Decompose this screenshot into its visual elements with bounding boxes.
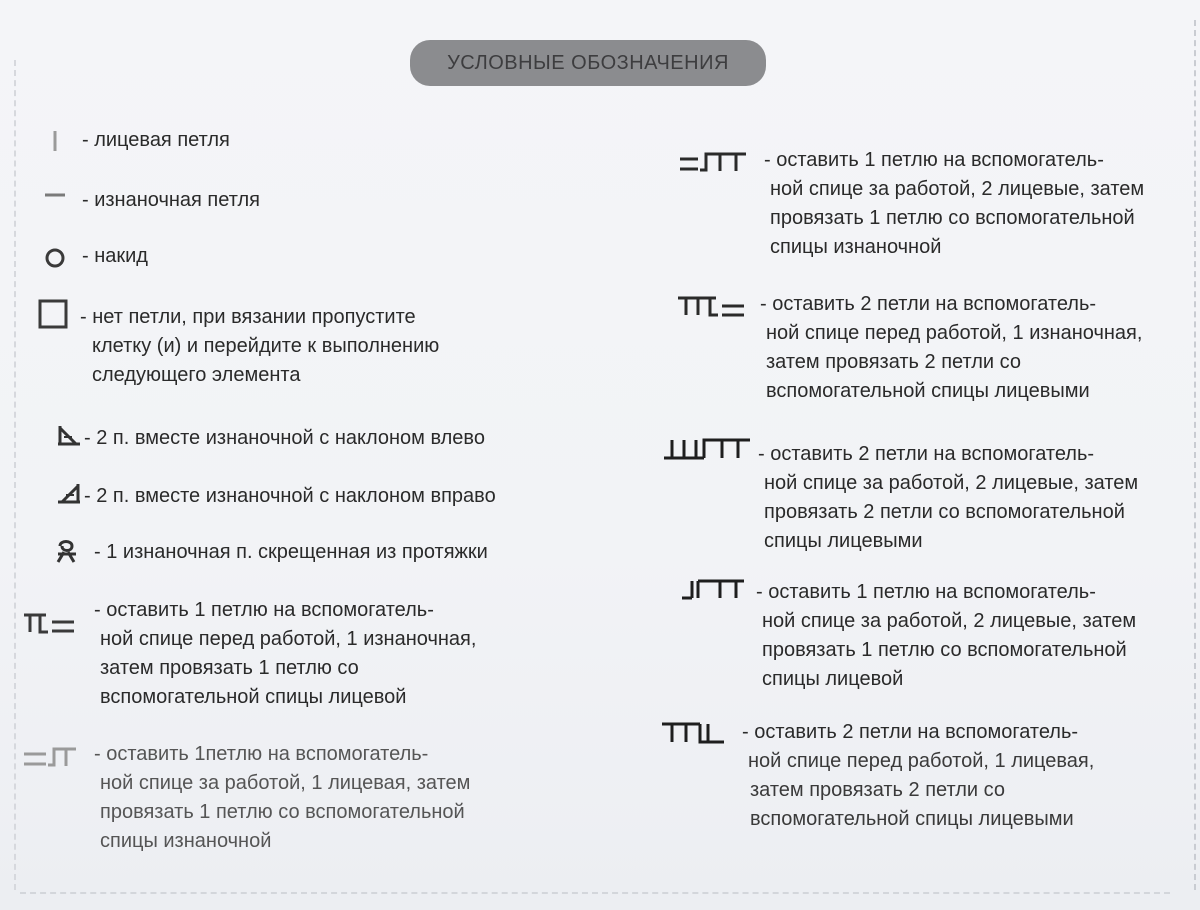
legend-text: ной спице перед работой, 1 лицевая, xyxy=(748,750,1095,772)
p2tog-right-symbol xyxy=(56,482,82,506)
legend-item-knit xyxy=(82,126,230,155)
legend-text: клетку (и) и перейдите к выполнению xyxy=(92,335,440,357)
legend-item-p2tog-left xyxy=(84,424,485,453)
cable-2-back-2knit-symbol xyxy=(662,436,754,462)
legend-text: ной спице перед работой, 1 изнаночная, xyxy=(100,628,477,650)
legend-item-twisted-purl xyxy=(94,538,488,567)
legend-text: - оставить 1 петлю на вспомогатель- xyxy=(756,581,1096,603)
yarn-over-symbol xyxy=(44,247,66,269)
legend-text: спицы изнаночной xyxy=(770,236,942,258)
legend-text: затем провязать 1 петлю со xyxy=(100,657,359,679)
cut-line-right xyxy=(1194,20,1196,890)
legend-item-cable-2-front-purl xyxy=(760,290,1142,406)
legend-item-cable-2-front-knit xyxy=(742,718,1094,834)
cable-1-back-2knit-knit-symbol xyxy=(680,577,748,601)
cable-2-front-knit-symbol xyxy=(660,720,730,746)
legend-text: - нет петли, при вязании пропустите xyxy=(80,306,416,328)
legend-text: - изнаночная петля xyxy=(82,189,260,211)
legend-text: ной спице перед работой, 1 изнаночная, xyxy=(766,322,1143,344)
legend-text: ной спице за работой, 1 лицевая, затем xyxy=(100,772,471,794)
legend-text: провязать 1 петлю со вспомогательной xyxy=(762,639,1127,661)
legend-text: - оставить 2 петли на вспомогатель- xyxy=(760,293,1097,315)
cable-1-front-purl-symbol xyxy=(22,612,78,634)
cable-1-back-2knit-symbol xyxy=(678,151,748,173)
legend-item-cable-1-back-2knit-knit xyxy=(756,578,1136,694)
legend-text: провязать 1 петлю со вспомогательной xyxy=(100,801,465,823)
legend-text: затем провязать 2 петли со xyxy=(750,779,1005,801)
legend-text: вспомогательной спицы лицевой xyxy=(100,686,407,708)
legend-text: спицы лицевыми xyxy=(764,530,923,552)
legend-text: провязать 1 петлю со вспомогательной xyxy=(770,207,1135,229)
legend-text: - оставить 1петлю на вспомогатель- xyxy=(94,743,429,765)
legend-text: - лицевая петля xyxy=(82,129,230,151)
legend-text: вспомогательной спицы лицевыми xyxy=(766,380,1090,402)
legend-item-cable-1-back-knit xyxy=(94,740,470,856)
legend-text: провязать 2 петли со вспомогательной xyxy=(764,501,1125,523)
legend-text: - 1 изнаночная п. скрещенная из протяжки xyxy=(94,541,488,563)
legend-text: - 2 п. вместе изнаночной с наклоном влево xyxy=(84,427,485,449)
legend-title: УСЛОВНЫЕ ОБОЗНАЧЕНИЯ xyxy=(410,40,766,86)
legend-item-purl xyxy=(82,186,260,215)
legend-item-yarn-over xyxy=(82,242,148,271)
purl-stitch-symbol xyxy=(44,192,66,198)
no-stitch-symbol xyxy=(38,299,68,329)
legend-item-cable-1-back-2knit-purl xyxy=(764,146,1144,262)
legend-text: - оставить 1 петлю на вспомогатель- xyxy=(764,149,1104,171)
legend-text: - оставить 2 петли на вспомогатель- xyxy=(758,443,1095,465)
legend-text: ной спице за работой, 2 лицевые, затем xyxy=(764,472,1139,494)
legend-text: ной спице за работой, 2 лицевые, затем xyxy=(770,178,1145,200)
legend-text: следующего элемента xyxy=(92,364,301,386)
legend-text: - накид xyxy=(82,245,148,267)
legend-text: - оставить 2 петли на вспомогатель- xyxy=(742,721,1079,743)
cut-line-bottom xyxy=(20,892,1170,894)
legend-text: ной спице за работой, 2 лицевые, затем xyxy=(762,610,1137,632)
legend-text: - оставить 1 петлю на вспомогатель- xyxy=(94,599,434,621)
legend-text: затем провязать 2 петли со xyxy=(766,351,1021,373)
legend-text: спицы изнаночной xyxy=(100,830,272,852)
legend-item-cable-1-front-purl xyxy=(94,596,476,712)
p2tog-left-symbol xyxy=(56,424,82,448)
cable-1-back-knit-symbol xyxy=(22,746,78,768)
cable-2-front-purl-symbol xyxy=(676,295,748,319)
legend-text: вспомогательной спицы лицевыми xyxy=(750,808,1074,830)
twisted-purl-symbol xyxy=(54,538,80,564)
legend-text: спицы лицевой xyxy=(762,668,904,690)
legend-item-no-stitch xyxy=(80,303,439,390)
knit-stitch-symbol xyxy=(50,130,60,152)
legend-item-cable-2-back-2knit xyxy=(758,440,1138,556)
legend-item-p2tog-right xyxy=(84,482,496,511)
cut-line-left xyxy=(14,60,16,890)
legend-text: - 2 п. вместе изнаночной с наклоном вправо xyxy=(84,485,496,507)
